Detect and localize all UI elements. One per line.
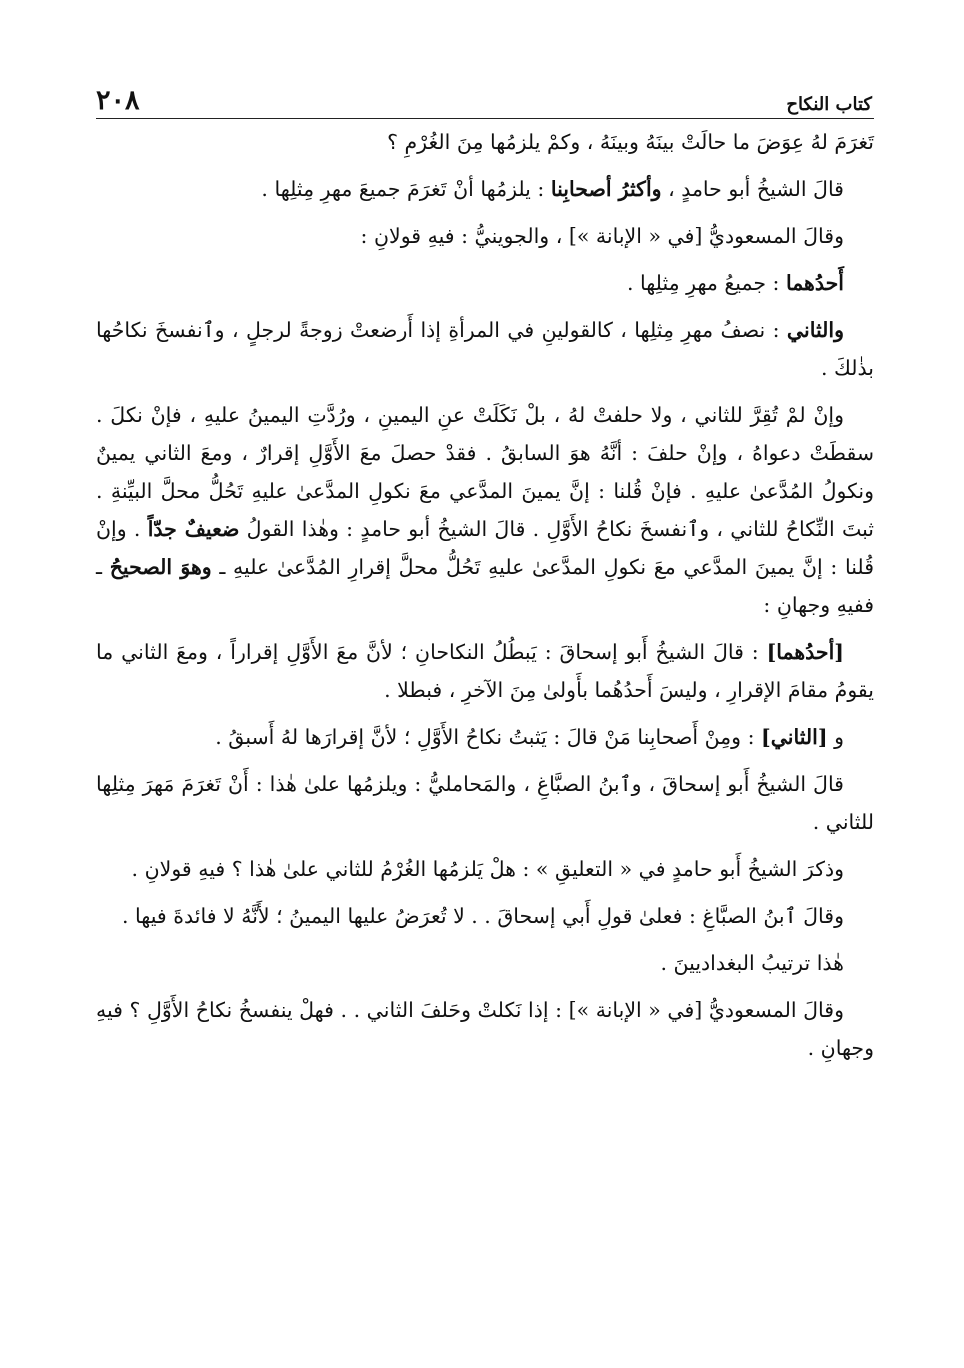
text-segment: هٰذا ترتيبُ البغداديينَ . [660,951,844,975]
paragraph [96,633,874,709]
bold-heading-segment: ضعيفٌ جدّاً [147,517,240,541]
text-segment: وقالَ ٱبنُ الصبَّاغِ : فعلىٰ قولِ أَبي إسحاقَ . . لا تُعرَضُ عليها اليمينُ ؛ لأَنَّهُ لا فائدةَ فيها . [122,904,844,928]
header-rule [96,118,874,119]
bold-heading-segment: والثاني [786,318,844,342]
bold-heading-segment: وهوَ الصحيحُ [109,555,212,579]
paragraph [96,217,874,255]
paragraph [96,850,874,888]
paragraph [96,264,874,302]
bold-heading-segment: أَحدُهما [785,271,844,295]
paragraph [96,991,874,1067]
paragraph [96,123,874,161]
paragraph [96,897,874,935]
text-segment: ـ ففيهِ وجهانِ : [96,555,874,617]
text-segment: : يلزمُها أنْ تَغرَمَ جميعَ مهرِ مِثلِها . [261,177,551,201]
text-segment: وذكرَ الشيخُ أَبو حامدٍ في « التعليقِ » : هلْ يَلزمُها الغُرْمُ للثاني علىٰ هٰذا ؟ فيهِ قولانِ . [131,857,844,881]
page-header [96,72,872,114]
text-segment: . وإنْ قُلنا : إنَّ يمينَ المدَّعي معَ نكولِ المدَّعىٰ عليهِ تَحُلُّ محلَّ إقرارِ المُدَّعىٰ عليهِ ـ [96,517,874,579]
running-title: كتاب النكاح [786,94,872,115]
text-segment: : نصفُ مهرِ مِثلِها ، كالقولينِ في المرأةِ إذا أَرضعتْ زوجةً لرجلٍ ، وٱنفسخَ نكاحُها بذٰلكَ . [96,318,874,380]
paragraph [96,170,874,208]
text-segment: وقالَ المسعوديُّ [في « الإبانة »] ، والجوينيُّ : فيهِ قولانِ : [360,224,844,248]
paragraph [96,765,874,841]
text-segment: و [827,725,844,749]
text-segment: قالَ الشيخُ أبو حامدٍ ، [661,177,844,201]
text-segment: : ومِنْ أَصحابِنا مَنْ قالَ : يَثبتُ نكاحُ الأَوَّلِ ؛ لأنَّ إقرارَها لهُ أَسبقُ . [215,725,761,749]
bold-heading-segment: [الثاني] [761,725,828,749]
page-number: ٢٠٨ [96,85,140,116]
text-segment: وإنْ لمْ تُقِرَّ للثاني ، ولا حلفتْ لهُ ، بلْ نَكَلَتْ عنِ اليمينِ ، ورُدَّتِ اليمينُ عليهِ ، فإنْ نكلَ . سقطَتْ دعواهُ ، وإنْ حلفَ : أنَّهُ هوَ السابقُ . فقدْ حصلَ معَ الأَوَّلِ إقرارٌ ، ومعَ الثاني يمينٌ ونكولُ المُدَّعىٰ عليهِ . فإنْ قُلنا : إنَّ يمينَ المدَّعي معَ نكولِ المدَّعىٰ عليهِ تَحُلُّ محلَّ البيِّنةِ . ثبتَ النِّكاحُ للثاني ، وٱنفسخَ نكاحُ الأَوَّلِ . قالَ الشيخُ أبو حامدٍ : وهٰذا القولُ [96,403,875,541]
paragraph [96,396,874,624]
body-text [96,123,874,1076]
paragraph [96,311,874,387]
text-segment: : قالَ الشيخُ أَبو إسحاقَ : يَبطُلُ النكاحانِ ؛ لأنَّ معَ الأَوَّلِ إقراراً ، ومعَ الثاني ما يقومُ مقامَ الإقرارِ ، وليسَ أَحدُهُما بأَولىٰ مِنَ الآخرِ ، فبطلا . [96,640,874,702]
paragraph [96,944,874,982]
text-segment: تَغرَمَ لهُ عِوَضَ ما حالَتْ بينَهُ وبينَهُ ، وكمْ يلزمُها مِنَ الغُرْمِ ؟ [387,130,874,154]
bold-heading-segment: [أحدُهما] [766,640,844,664]
text-segment: : جميعُ مهرِ مِثلِها . [626,271,786,295]
text-segment: قالَ الشيخُ أَبو إسحاقَ ، وٱبنُ الصبَّاغِ ، والمَحامليُّ : ويلزمُها علىٰ هٰذا : أَنْ تَغرَمَ مَهرَ مِثلِها للثاني . [96,772,874,834]
bold-heading-segment: وأكثرُ أصحابِنا [550,177,662,201]
text-segment: وقالَ المسعوديُّ [في « الإبانة »] : إذا نَكلتْ وحَلفَ الثاني . . فهلْ ينفسخُ نكاحُ الأَوَّلِ ؟ فيهِ وجهانِ . [96,998,874,1060]
paragraph [96,718,874,756]
